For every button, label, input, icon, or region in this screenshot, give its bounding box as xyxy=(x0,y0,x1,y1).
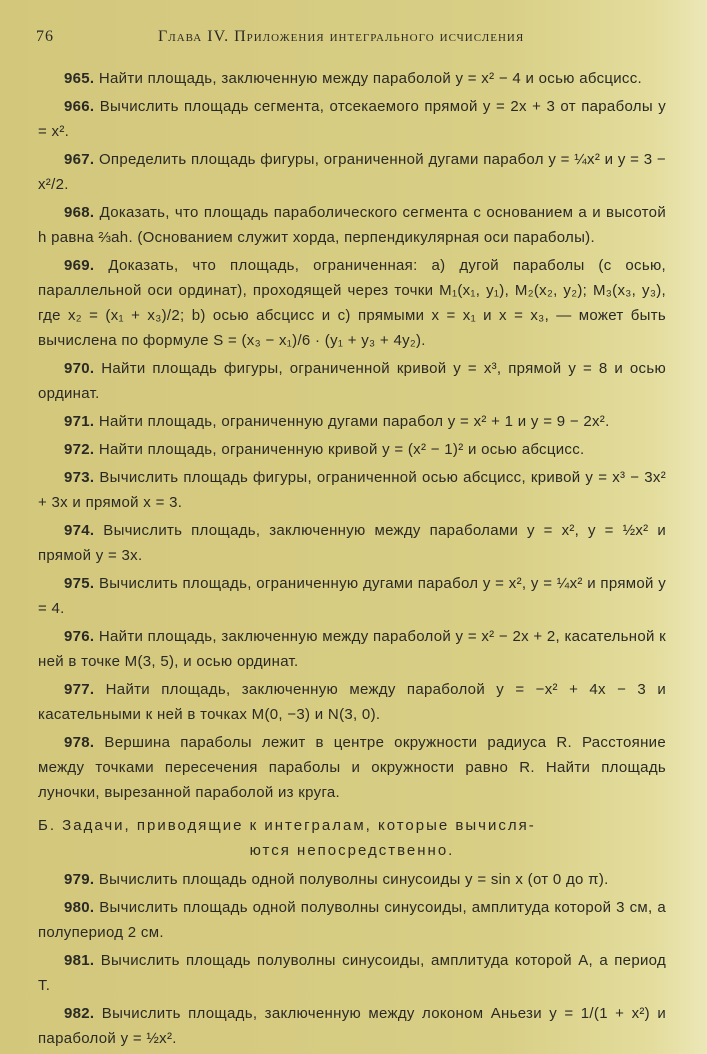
problem-number: 979. xyxy=(64,871,95,888)
chapter-title: Глава IV. Приложения интегрального исчисления xyxy=(158,28,525,45)
problem-number: 980. xyxy=(64,899,95,916)
problem-number: 978. xyxy=(64,734,95,751)
problem-text: Вычислить площадь, заключенную между локоном Аньези y = 1/(1 + x²) и параболой y = ½x². xyxy=(38,1005,667,1047)
problem xyxy=(38,571,666,621)
page-number: 76 xyxy=(36,28,54,45)
problem-number: 968. xyxy=(64,204,95,221)
problem-text: Найти площадь фигуры, ограниченной кривой y = x³, прямой y = 8 и осью ординат. xyxy=(38,360,667,402)
problem xyxy=(38,867,666,892)
problem xyxy=(38,66,666,91)
problem xyxy=(38,253,666,353)
problem-text: Найти площадь, заключенную между параболой y = x² − 4 и осью абсцисс. xyxy=(98,70,643,87)
problem-text: Найти площадь, заключенную между параболой y = −x² + 4x − 3 и касательными к ней в точках M(0, −3) и N(3, 0). xyxy=(38,681,667,723)
section-heading-line1: Б. Задачи, приводящие к интегралам, которые вычисля- xyxy=(38,817,536,834)
problem-text: Найти площадь, заключенную между параболой y = x² − 2x + 2, касательной к ней в точке M(3, 5), и осью ординат. xyxy=(38,628,666,670)
problem-number: 977. xyxy=(64,681,95,698)
problem-number: 966. xyxy=(64,98,95,115)
problem-text: Вычислить площадь фигуры, ограниченной осью абсцисс, кривой y = x³ − 3x² + 3x и прямой x = 3. xyxy=(38,469,667,511)
problem xyxy=(38,94,666,144)
problem-number: 973. xyxy=(64,469,95,486)
problem-number: 974. xyxy=(64,522,95,539)
problem xyxy=(38,147,666,197)
problem-number: 976. xyxy=(64,628,95,645)
problem xyxy=(38,1001,666,1051)
problem xyxy=(38,200,666,250)
problem-number: 972. xyxy=(64,441,95,458)
problem-text: Вычислить площадь одной полуволны синусоиды y = sin x (от 0 до π). xyxy=(98,871,609,888)
problem-text: Доказать, что площадь параболического сегмента с основанием a и высотой h равна ⅔ah. (Основанием служит хорда, перпендикулярная оси параболы). xyxy=(38,204,667,246)
problem xyxy=(38,409,666,434)
running-header xyxy=(36,28,676,50)
problem-text: Вычислить площадь полуволны синусоиды, амплитуда которой A, а период T. xyxy=(38,952,667,994)
problem xyxy=(38,465,666,515)
problem-text: Найти площадь, ограниченную кривой y = (x² − 1)² и осью абсцисс. xyxy=(98,441,585,458)
problem-text: Доказать, что площадь, ограниченная: а) дугой параболы (с осью, параллельной оси ординат), проходящей через точки M₁(x₁, y₁), M₂(x₂, y₂); M₃(x₃, y₃), где x₂ = (x₁ + x₃)/2; b) осью абсцисс и c) прямыми x = x₁ и x = x₃, — может быть вычислена по формуле S = (x₃ − x₁)/6 · (y₁ + y₃ + 4y₂). xyxy=(38,257,666,349)
problem-number: 981. xyxy=(64,952,95,969)
problem xyxy=(38,948,666,998)
problem-text: Определить площадь фигуры, ограниченной дугами парабол y = ¼x² и y = 3 − x²/2. xyxy=(38,151,666,193)
problem xyxy=(38,730,666,805)
problem-number: 970. xyxy=(64,360,95,377)
problem xyxy=(38,437,666,462)
page-body xyxy=(38,66,666,1054)
problem-number: 982. xyxy=(64,1005,95,1022)
problem xyxy=(38,677,666,727)
problem-text: Вычислить площадь сегмента, отсекаемого прямой y = 2x + 3 от параболы y = x². xyxy=(38,98,667,140)
problem-number: 965. xyxy=(64,70,95,87)
problem xyxy=(38,518,666,568)
section-heading-line2: ются непосредственно. xyxy=(249,842,455,859)
problem xyxy=(38,624,666,674)
problem-text: Вычислить площадь, заключенную между параболами y = x², y = ½x² и прямой y = 3x. xyxy=(38,522,667,564)
problem-number: 967. xyxy=(64,151,95,168)
problem-number: 969. xyxy=(64,257,95,274)
problem-text: Вершина параболы лежит в центре окружности радиуса R. Расстояние между точками пересечения параболы и окружности равно R. Найти площадь луночки, вырезанной параболой из круга. xyxy=(38,734,666,801)
problem-text: Найти площадь, ограниченную дугами парабол y = x² + 1 и y = 9 − 2x². xyxy=(98,413,610,430)
problem xyxy=(38,895,666,945)
problem-text: Вычислить площадь одной полуволны синусоиды, амплитуда которой 3 см, а полупериод 2 см. xyxy=(38,899,666,941)
problem-number: 975. xyxy=(64,575,95,592)
problem-number: 971. xyxy=(64,413,95,430)
problem xyxy=(38,356,666,406)
section-heading xyxy=(38,813,666,863)
problem-text: Вычислить площадь, ограниченную дугами парабол y = x², y = ¼x² и прямой y = 4. xyxy=(38,575,666,617)
